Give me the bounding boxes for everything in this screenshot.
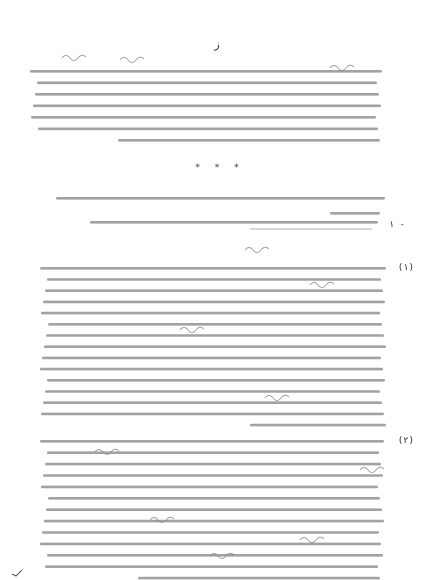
illegible-text-line	[45, 289, 383, 292]
illegible-text-line	[37, 82, 377, 85]
illegible-text-line	[33, 105, 381, 108]
illegible-text-line	[41, 312, 380, 315]
list-marker-1: ١ -	[388, 220, 405, 230]
illegible-text-line	[43, 474, 383, 477]
footnote-marker-1: (١)	[397, 263, 414, 273]
handwritten-scribble	[120, 57, 144, 62]
illegible-text-line	[138, 577, 380, 580]
handwritten-scribble	[62, 55, 86, 60]
illegible-text-line	[250, 424, 386, 427]
illegible-text-line	[31, 116, 376, 119]
illegible-text-line	[47, 379, 385, 382]
illegible-text-line	[40, 368, 383, 371]
illegible-text-line	[118, 139, 380, 142]
illegible-text-line	[47, 554, 383, 557]
illegible-text-line	[45, 390, 380, 393]
illegible-text-line	[43, 401, 382, 404]
illegible-text-line	[41, 413, 384, 416]
illegible-text-line	[40, 267, 386, 270]
handwritten-scribble	[360, 467, 384, 472]
illegible-text-line	[56, 197, 385, 200]
corner-mark	[12, 570, 22, 576]
illegible-text-line	[42, 531, 379, 534]
illegible-text-line	[45, 463, 381, 466]
illegible-text-line	[48, 497, 380, 500]
illegible-text-line	[46, 334, 384, 337]
handwritten-scribble	[180, 327, 204, 332]
handwritten-scribble	[300, 537, 324, 542]
illegible-text-line	[48, 323, 382, 326]
illegible-text-line	[42, 357, 381, 360]
illegible-text-line	[44, 345, 386, 348]
handwritten-scribble	[245, 247, 269, 252]
illegible-text-line	[41, 486, 378, 489]
illegible-text-line	[47, 451, 379, 454]
illegible-text-line	[90, 221, 378, 224]
illegible-text-line	[40, 543, 381, 546]
handwritten-scribble	[310, 282, 334, 287]
illegible-text-line	[43, 301, 385, 304]
page-number: ز	[214, 38, 220, 51]
footnote-marker-2: (٢)	[397, 436, 414, 446]
section-separator: * * *	[195, 163, 245, 173]
illegible-text-line	[35, 93, 379, 96]
illegible-text-line	[330, 212, 380, 215]
illegible-text-line	[30, 70, 382, 73]
illegible-paragraphs	[30, 70, 386, 579]
illegible-text-line	[40, 440, 384, 443]
illegible-text-line	[46, 508, 382, 511]
illegible-text-line	[44, 520, 384, 523]
illegible-text-line	[38, 128, 378, 131]
handwritten-scribble	[330, 65, 354, 70]
handwritten-scribble	[265, 395, 289, 400]
illegible-text-line	[45, 565, 378, 568]
illegible-text-line	[47, 278, 381, 281]
